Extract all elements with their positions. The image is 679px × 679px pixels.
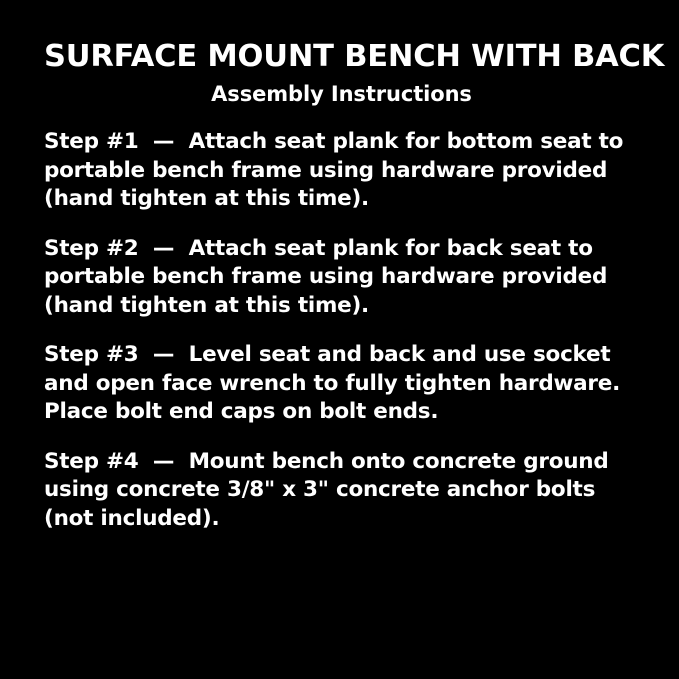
step-label: Step #3 —	[44, 342, 189, 368]
list-item	[44, 341, 639, 426]
list-item	[44, 235, 639, 320]
step-text: Level seat and back and use socket and open face wrench to fully tighten hardware. Place bolt end caps on bolt ends.	[44, 342, 620, 425]
list-item	[44, 448, 639, 533]
list-item	[44, 128, 639, 213]
step-label: Step #4 —	[44, 449, 189, 475]
step-text: Attach seat plank for bottom seat to portable bench frame using hardware provided (hand tighten at this time).	[44, 129, 624, 211]
step-label: Step #2 —	[44, 235, 189, 261]
page-subtitle: Assembly Instructions	[211, 82, 472, 107]
page-title: SURFACE MOUNT BENCH WITH BACK	[44, 39, 665, 74]
step-text: Mount bench onto concrete ground using concrete 3/8" x 3" concrete anchor bolts (not included).	[44, 449, 609, 531]
step-text: Attach seat plank for back seat to portable bench frame using hardware provided (hand tighten at this time).	[44, 235, 608, 318]
steps-list	[44, 128, 639, 533]
step-label: Step #1 —	[44, 129, 189, 155]
